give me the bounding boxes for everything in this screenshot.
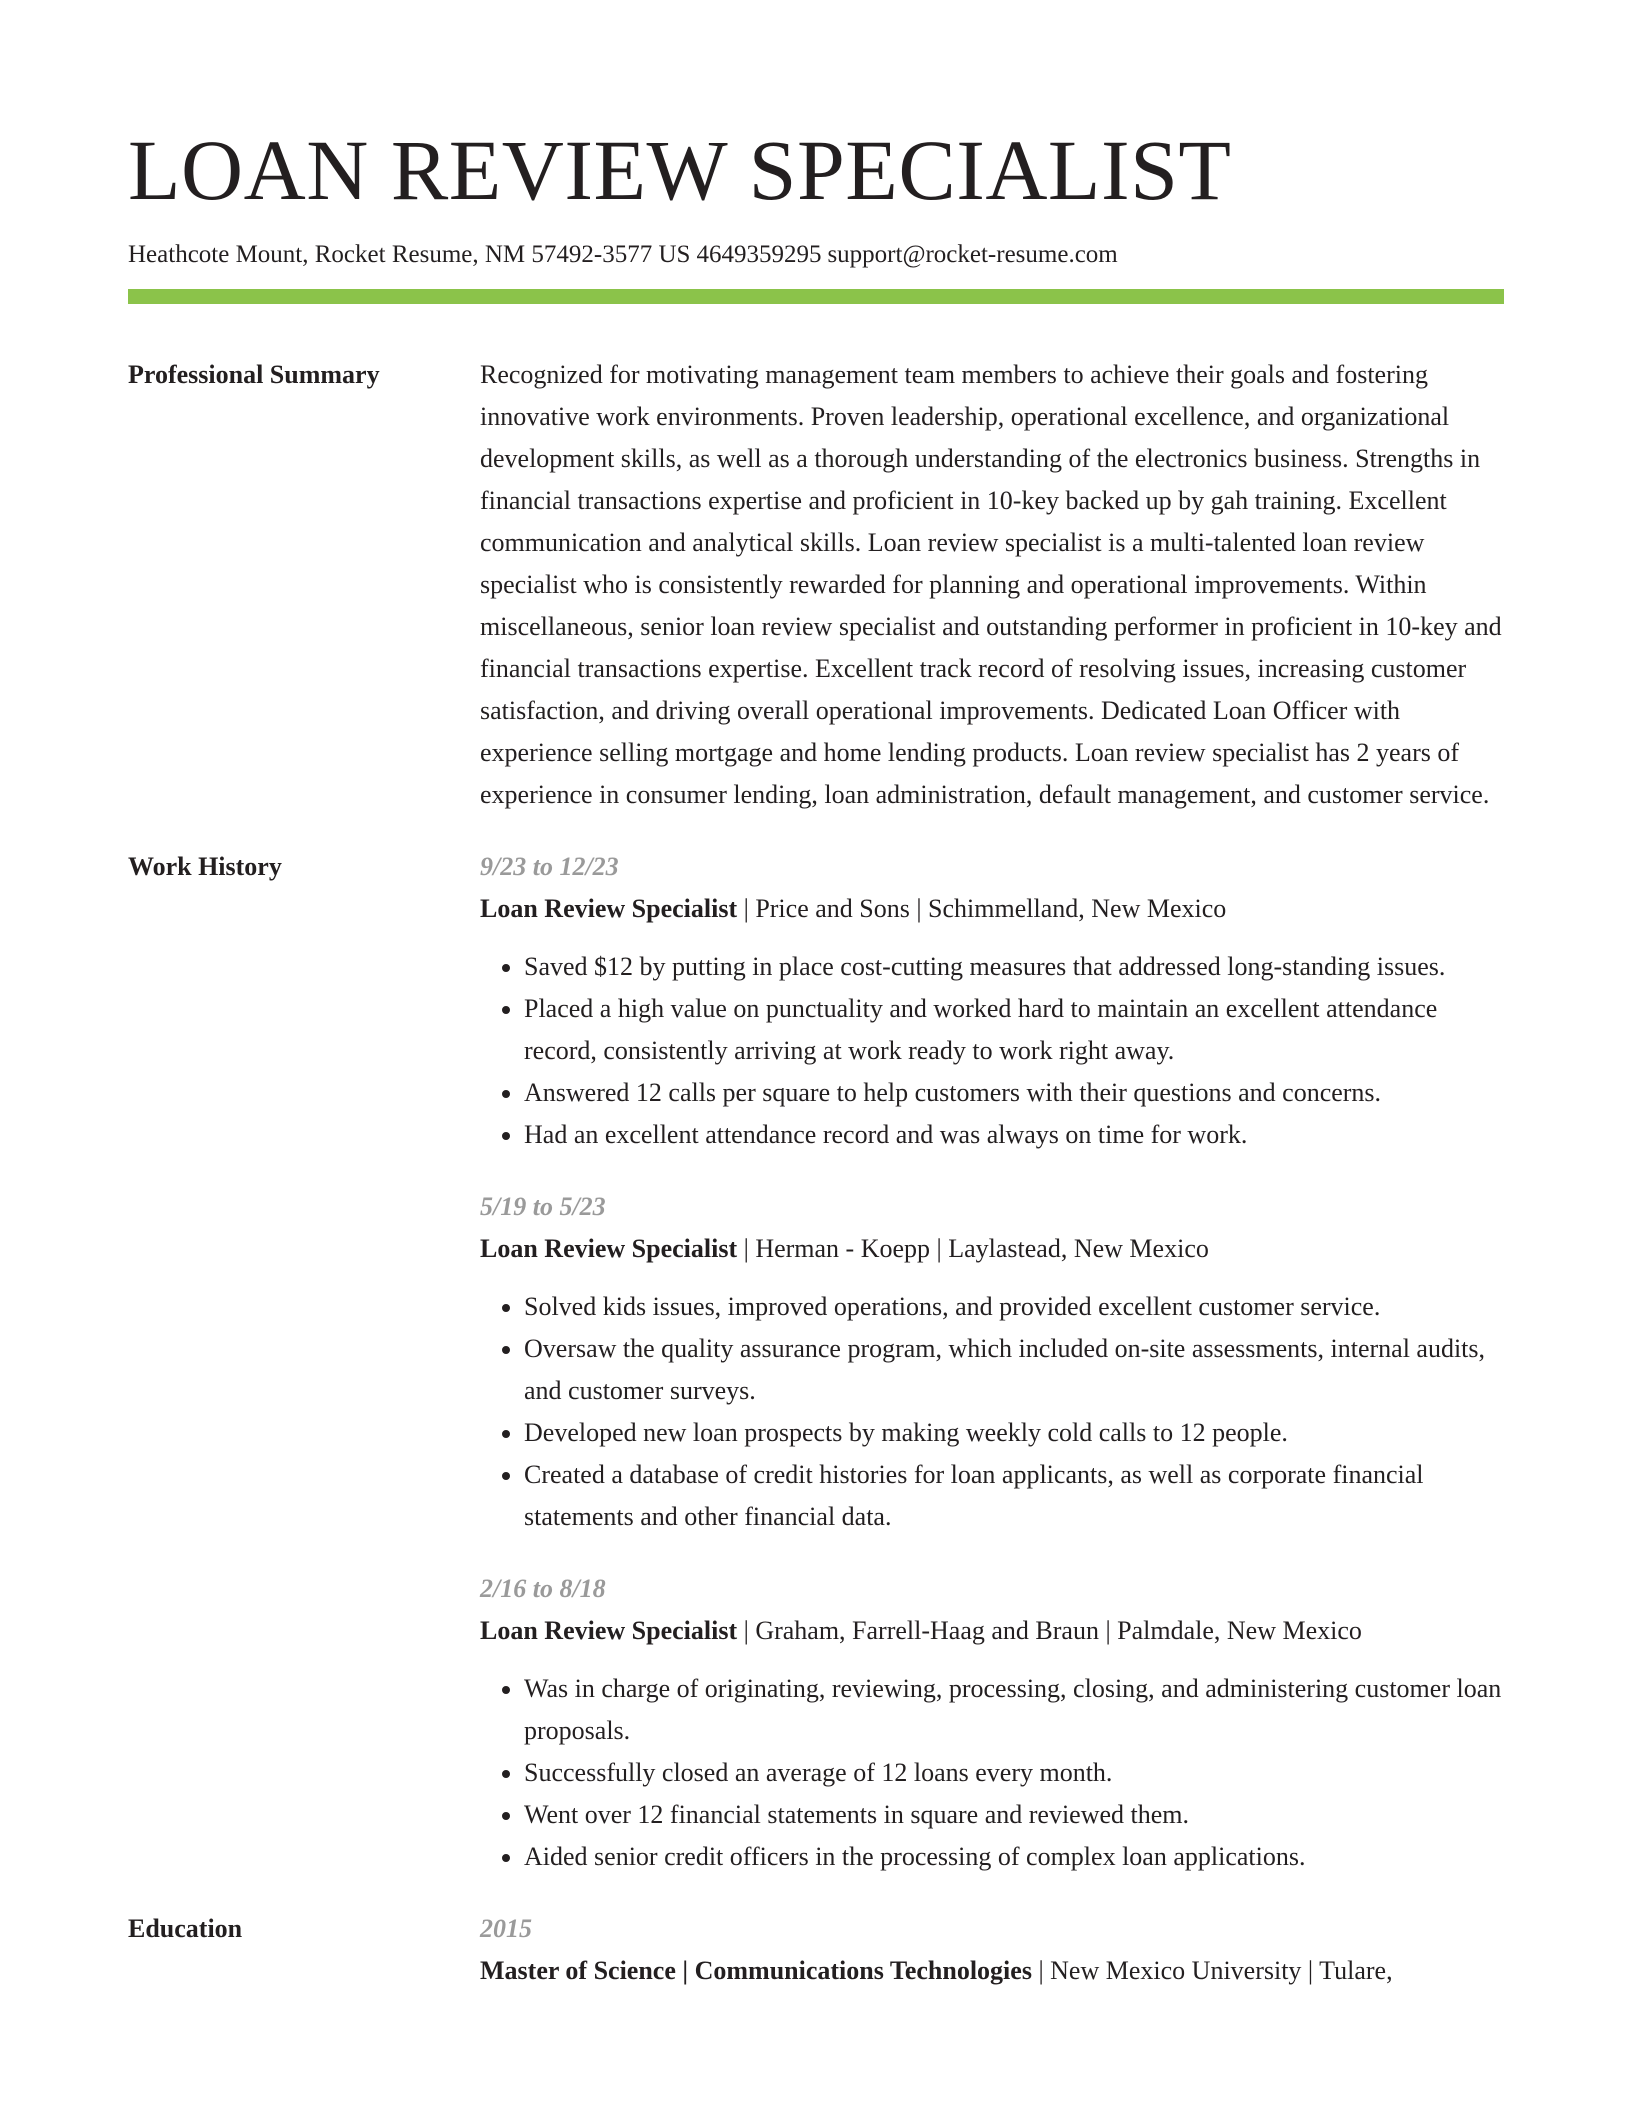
job-bullet: • Went over 12 financial statements in square and reviewed them. bbox=[524, 1794, 1504, 1836]
job-heading bbox=[480, 1228, 1504, 1270]
job-bullet: • Developed new loan prospects by making weekly cold calls to 12 people. bbox=[524, 1412, 1504, 1454]
job-bullet: • Saved $12 by putting in place cost-cutting measures that addressed long-standing issues. bbox=[524, 946, 1504, 988]
job-entry bbox=[480, 1186, 1504, 1538]
job-title: Loan Review Specialist bbox=[480, 1234, 738, 1263]
header-divider bbox=[128, 289, 1504, 304]
work-history-section bbox=[128, 846, 1504, 1878]
summary-label: Professional Summary bbox=[128, 360, 380, 389]
job-bullets bbox=[480, 1286, 1504, 1538]
job-details: | Price and Sons | Schimmelland, New Mexico bbox=[737, 894, 1227, 923]
education-degree: Master of Science | Communications Technologies bbox=[480, 1956, 1032, 1985]
job-details: | Herman - Koepp | Laylastead, New Mexico bbox=[737, 1234, 1209, 1263]
education-year: 2015 bbox=[480, 1914, 532, 1943]
job-title: Loan Review Specialist bbox=[480, 894, 738, 923]
contact-phone: 4649359295 bbox=[696, 241, 822, 268]
job-details: | Graham, Farrell-Haag and Braun | Palmdale, New Mexico bbox=[737, 1616, 1362, 1645]
job-bullets bbox=[480, 1668, 1504, 1878]
education-section bbox=[128, 1908, 1504, 1992]
contact-email: support@rocket-resume.com bbox=[827, 241, 1118, 268]
job-bullet: • Created a database of credit histories for loan applicants, as well as corporate financial statements and other financial data. bbox=[524, 1454, 1504, 1538]
job-entry bbox=[480, 1568, 1504, 1878]
job-heading bbox=[480, 1610, 1504, 1652]
job-entry bbox=[480, 846, 1504, 1156]
job-bullet: • Oversaw the quality assurance program, which included on-site assessments, internal audits, and customer surveys. bbox=[524, 1328, 1504, 1412]
summary-section bbox=[128, 354, 1504, 816]
job-bullet: • Aided senior credit officers in the processing of complex loan applications. bbox=[524, 1836, 1504, 1878]
job-dates: 2/16 to 8/18 bbox=[480, 1574, 606, 1603]
job-bullet: • Successfully closed an average of 12 loans every month. bbox=[524, 1752, 1504, 1794]
education-body bbox=[480, 1908, 1504, 1992]
job-heading bbox=[480, 888, 1504, 930]
education-heading bbox=[480, 1950, 1504, 1992]
summary-body bbox=[480, 354, 1504, 816]
job-bullet: • Placed a high value on punctuality and worked hard to maintain an excellent attendance record, consistently arriving at work ready to work right away. bbox=[524, 988, 1504, 1072]
job-title: Loan Review Specialist bbox=[480, 1616, 738, 1645]
work-history-body bbox=[480, 846, 1504, 1878]
education-details: | New Mexico University | Tulare, bbox=[1031, 1956, 1393, 1985]
job-bullet: • Had an excellent attendance record and was always on time for work. bbox=[524, 1114, 1504, 1156]
contact-line bbox=[128, 238, 1504, 272]
job-dates: 5/19 to 5/23 bbox=[480, 1192, 606, 1221]
contact-address: Heathcote Mount, Rocket Resume, NM 57492-3577 US bbox=[128, 241, 691, 268]
work-history-label: Work History bbox=[128, 852, 282, 881]
job-bullet: • Answered 12 calls per square to help customers with their questions and concerns. bbox=[524, 1072, 1504, 1114]
summary-text: Recognized for motivating management team members to achieve their goals and fostering innovative work environments. Proven leadership, operational excellence, and organizational development skills, as well as a thorough understanding of the electronics business. Strengths in financial transactions expertise and proficient in 10-key backed up by gah training. Excellent communication and analytical skills. Loan review specialist is a multi-talented loan review specialist who is consistently rewarded for planning and operational improvements. Within miscellaneous, senior loan review specialist and outstanding performer in proficient in 10-key and financial transactions expertise. Excellent track record of resolving issues, increasing customer satisfaction, and driving overall operational improvements. Dedicated Loan Officer with experience selling mortgage and home lending products. Loan review specialist has 2 years of experience in consumer lending, loan administration, default management, and customer service. bbox=[480, 360, 1502, 809]
job-dates: 9/23 to 12/23 bbox=[480, 852, 619, 881]
job-bullet: • Was in charge of originating, reviewing, processing, closing, and administering customer loan proposals. bbox=[524, 1668, 1504, 1752]
education-label: Education bbox=[128, 1914, 243, 1943]
job-bullet: • Solved kids issues, improved operations, and provided excellent customer service. bbox=[524, 1286, 1504, 1328]
job-bullets bbox=[480, 946, 1504, 1156]
resume-title: LOAN REVIEW SPECIALIST bbox=[128, 122, 1232, 218]
